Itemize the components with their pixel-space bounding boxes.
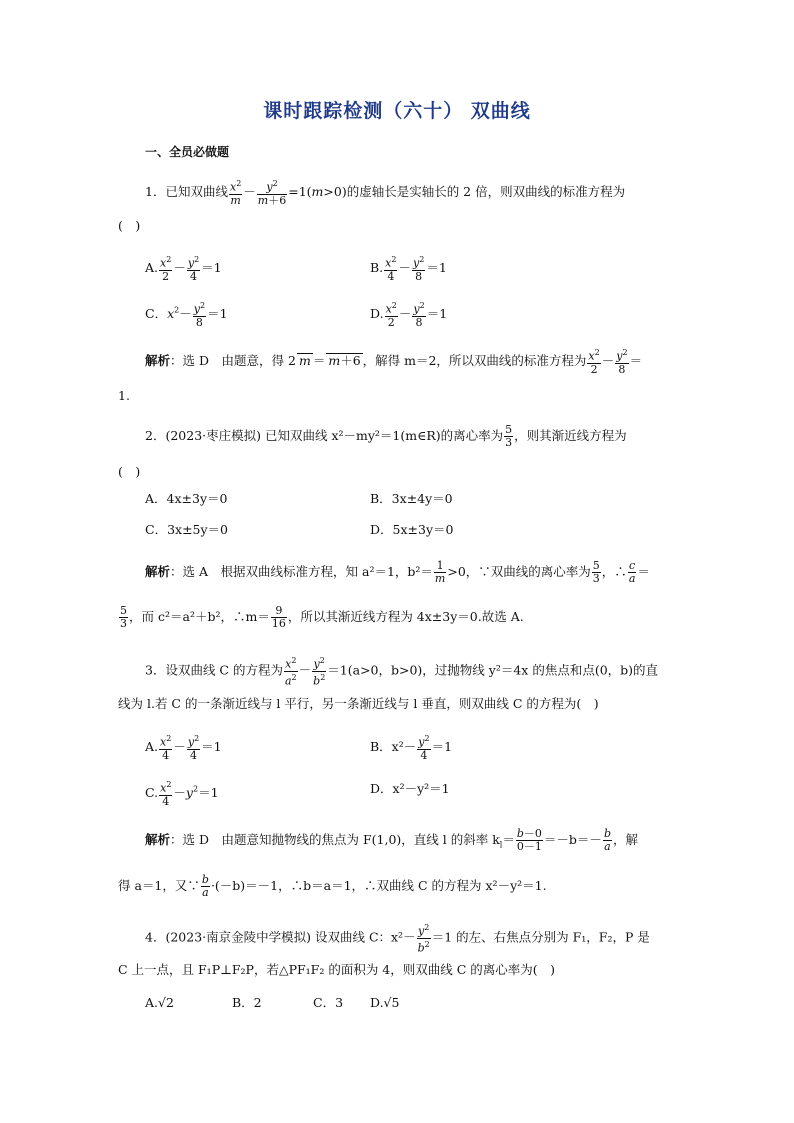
q2-option-a[interactable]: A．4x±3y＝0 xyxy=(145,491,228,506)
q2-solution-cont: $\frac{5}{3}$ ，而 c²＝a²＋b²，∴m＝ $\frac{9}{16}$ ，所以其渐近线方程为 4x±3y＝0.故选 A. xyxy=(120,604,524,630)
q4-stem-cont: C 上一点，且 F₁P⊥F₂P，若△PF₁F₂ 的面积为 4，则双曲线 C 的离心率为( ) xyxy=(118,962,556,977)
q4-option-d[interactable]: D.√5 xyxy=(370,995,400,1010)
q1-paren: ( ) xyxy=(118,218,141,233)
q4-stem: 4．(2023·南京金陵中学模拟) 设双曲线 C：x²－ $\frac{y^2}{b^2}$ ＝1 的左、右焦点分别为 F₁，F₂，P 是 xyxy=(145,923,650,955)
page-title: 课时跟踪检测（六十） 双曲线 xyxy=(263,100,531,122)
q1-stem: 1．已知双曲线 $\frac{x^2}{m}$ － $\frac{y^2}{m+6}$ =1(m>0)的虚轴长是实轴长的 2 倍，则双曲线的标准方程为 xyxy=(145,179,626,207)
q3-option-d[interactable]: D．x²－y²＝1 xyxy=(370,781,450,796)
section-heading: 一、全员必做题 xyxy=(145,145,230,159)
q1-solution-end: 1. xyxy=(118,388,130,403)
q2-option-c[interactable]: C．3x±5y＝0 xyxy=(145,522,229,537)
q3-option-b[interactable]: B．x²－ $\frac{y^2}{4}$ ＝1 xyxy=(370,734,453,762)
q1-option-b[interactable]: B. $\frac{x^2}{4}$ － $\frac{y^2}{8}$ ＝1 xyxy=(370,255,447,283)
q2-option-d[interactable]: D．5x±3y＝0 xyxy=(370,522,454,537)
q2-option-b[interactable]: B．3x±4y＝0 xyxy=(370,491,453,506)
q2-solution: 解析：选 A 根据双曲线标准方程，知 a²＝1，b²＝ $\frac{1}{m}$ >0，∵双曲线的离心率为 $\frac{5}{3}$ ，∴ $\frac{c}{a}$ ＝ xyxy=(145,559,650,585)
q1-option-c[interactable]: C．$x^2-$ $\frac{y^2}{8}$ ＝1 xyxy=(145,301,228,329)
q4-option-a[interactable]: A.√2 xyxy=(145,995,174,1010)
q3-option-a[interactable]: A. $\frac{x^2}{4}$ － $\frac{y^2}{4}$ ＝1 xyxy=(145,734,222,762)
q3-stem: 3．设双曲线 C 的方程为 $\frac{x^2}{a^2}$ － $\frac{y^2}{b^2}$ ＝1(a>0，b>0)，过抛物线 y²＝4x 的焦点和点(0，b)的直 xyxy=(145,656,659,688)
q1-solution: 解析：选 D 由题意，得 2 m ＝ m＋6 ，解得 m＝2，所以双曲线的标准方程为 $\frac{x^2}{2}$ － $\frac{y^2}{8}$ ＝ xyxy=(145,348,643,376)
q2-paren: ( ) xyxy=(118,464,141,479)
q3-stem-cont: 线为 l.若 C 的一条渐近线与 l 平行，另一条渐近线与 l 垂直，则双曲线 C 的方程为( ) xyxy=(118,696,599,711)
q4-option-b[interactable]: B．2 xyxy=(232,995,262,1010)
q3-option-c[interactable]: C. $\frac{x^2}{4}$ $-y^2=1$ xyxy=(145,780,219,808)
q3-solution-cont: 得 a＝1，又∵ $\frac{b}{a}$ ·(－b)＝－1，∴b＝a＝1，∴双曲线 C 的方程为 x²－y²＝1. xyxy=(118,873,547,899)
q1-option-a[interactable]: A. $\frac{x^2}{2}$ － $\frac{y^2}{4}$ ＝1 xyxy=(145,255,222,283)
q1-option-d[interactable]: D. $\frac{x^2}{2}$ － $\frac{y^2}{8}$ ＝1 xyxy=(370,301,448,329)
q2-stem: 2．(2023·枣庄模拟) 已知双曲线 x²－my²＝1(m∈R)的离心率为 $\frac{5}{3}$ ，则其渐近线方程为 xyxy=(145,423,627,449)
q4-option-c[interactable]: C．3 xyxy=(313,995,344,1010)
q3-solution: 解析：选 D 由题意知抛物线的焦点为 F(1,0)，直线 l 的斜率 $k_l=$ $\frac{b-0}{0-1}$ ＝－b＝－ $\frac{b}{a}$ ，解 xyxy=(145,827,638,853)
